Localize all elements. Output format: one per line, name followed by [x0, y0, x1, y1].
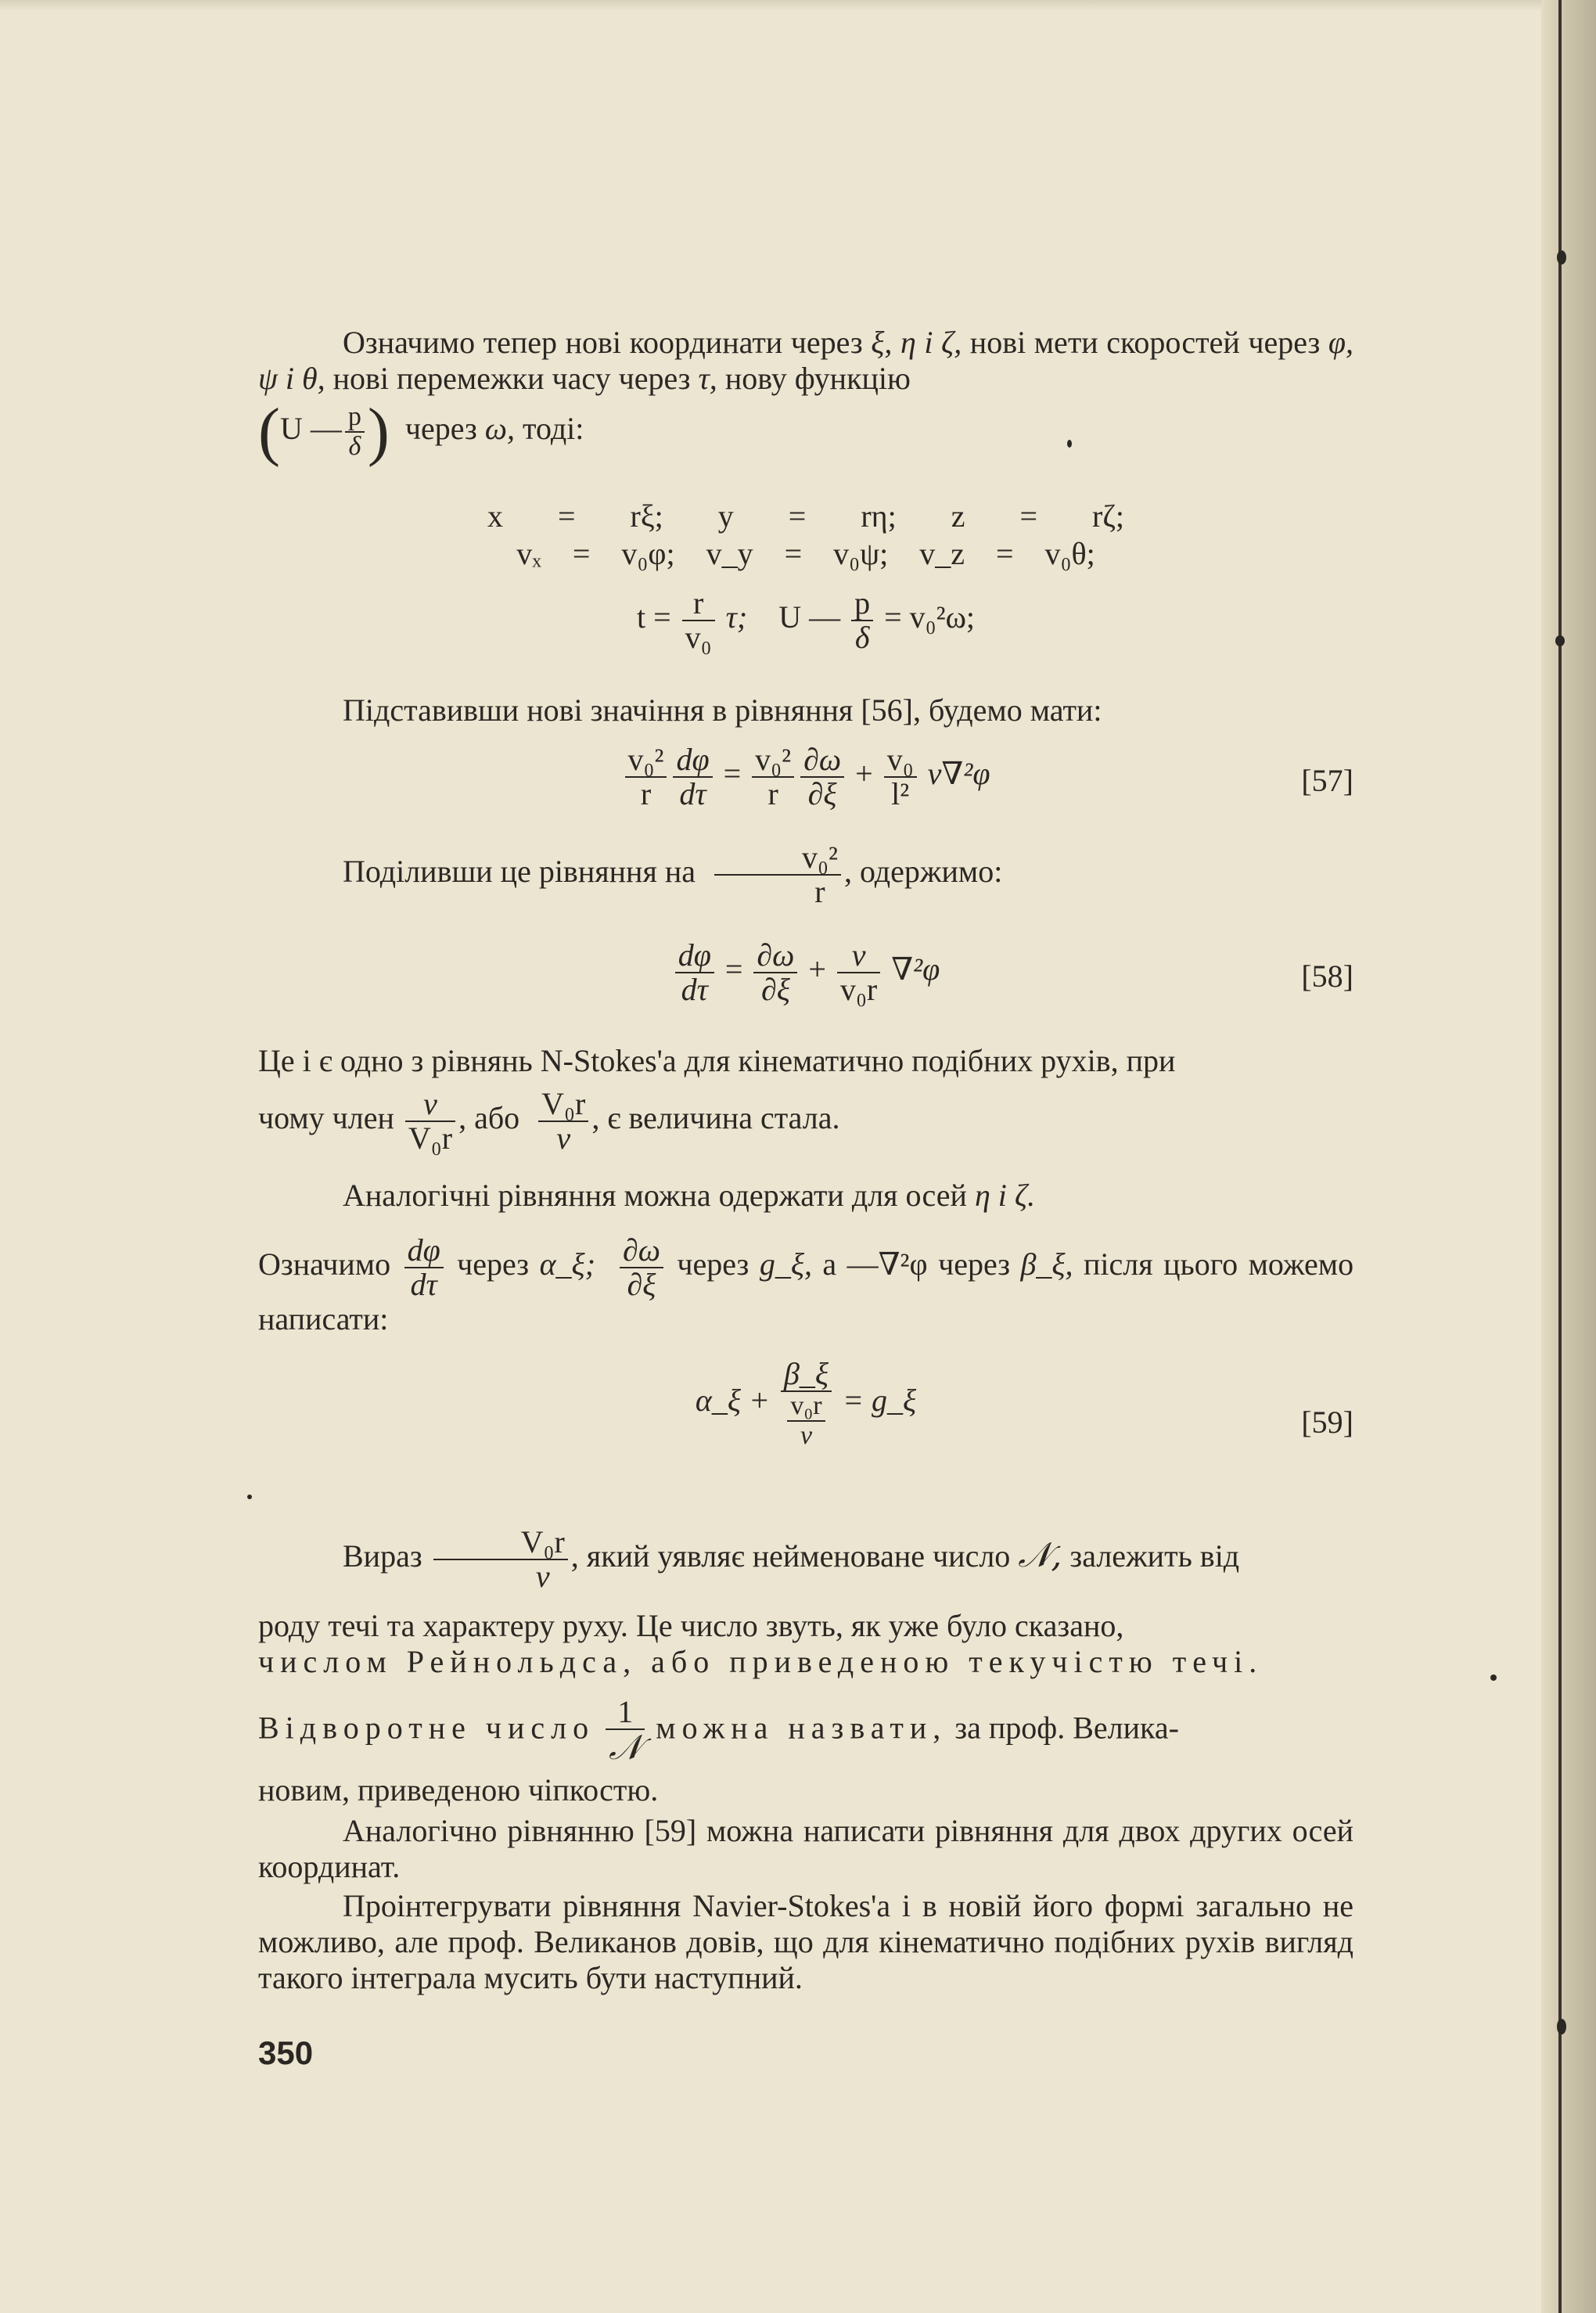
text: тоді: — [523, 411, 584, 447]
paragraph-coordinates — [258, 325, 1353, 397]
fraction-denominator: r — [814, 874, 825, 909]
paragraph-reynolds-line2 — [258, 1608, 1353, 1644]
fraction — [837, 939, 880, 1006]
fraction-denominator: ν — [535, 1559, 550, 1594]
g-symbol: g_ξ, — [759, 1246, 812, 1282]
fraction-denominator: dτ — [681, 972, 708, 1007]
equation-59 — [258, 1358, 1353, 1449]
equation-label-58: [58] — [1301, 959, 1353, 994]
text: τ; — [725, 599, 748, 635]
alpha-symbol: α_ξ; — [539, 1246, 596, 1282]
page-number: 350 — [258, 2034, 314, 2071]
equation-label-57: [57] — [1301, 763, 1353, 798]
fraction-numerator: ν — [405, 1088, 455, 1122]
text: = v₀²ω; — [884, 599, 976, 635]
equation-vy: v_y = v₀ψ; — [706, 536, 889, 571]
fraction-denominator: δ — [348, 432, 361, 461]
fraction — [682, 587, 715, 654]
fraction-denominator: r — [640, 776, 652, 811]
fraction-numerator: ν — [837, 939, 880, 973]
fraction-denominator: v₀ — [685, 620, 712, 655]
text: Означимо — [258, 1246, 391, 1282]
page-top-edge — [0, 0, 1596, 11]
text: можна назвати, — [656, 1710, 947, 1746]
fraction — [787, 1392, 825, 1449]
fraction-numerator: ∂ω — [800, 743, 844, 778]
fraction-denominator: dτ — [679, 776, 706, 811]
fraction-denominator: dτ — [410, 1267, 437, 1302]
text: за проф. Велика- — [954, 1710, 1179, 1746]
equation-58 — [258, 939, 1353, 1006]
equation-vx: vₓ = v₀φ; — [516, 536, 675, 571]
fraction-denominator: r — [767, 776, 778, 811]
fraction-denominator: δ — [854, 620, 870, 655]
fraction-numerator: ∂ω — [620, 1234, 663, 1268]
fraction-numerator: v₀ — [884, 743, 917, 778]
text: Означимо тепер нові координати через — [343, 325, 863, 360]
text: нову функцію — [724, 361, 911, 396]
text: через — [457, 1246, 530, 1282]
text: , одержимо: — [843, 854, 1003, 890]
beta-symbol: β_ξ, — [1020, 1246, 1073, 1282]
text: ν∇²φ — [927, 756, 990, 792]
paragraph-divide — [258, 841, 1353, 908]
text: , або — [458, 1100, 520, 1136]
fraction — [714, 841, 841, 908]
fraction-numerator: r — [682, 587, 715, 621]
fraction-numerator: β_ξ — [781, 1358, 832, 1392]
fraction — [673, 743, 712, 811]
equation-row-velocities — [258, 536, 1353, 572]
fraction-numerator: dφ — [404, 1234, 444, 1268]
paragraph-notation — [258, 1234, 1353, 1337]
time-symbol: τ, — [698, 361, 717, 396]
scan-speck — [1557, 250, 1566, 264]
fraction-denominator: ∂ξ — [760, 972, 790, 1007]
paragraph-reynolds-line3 — [258, 1644, 1353, 1680]
paragraph-analogous-axes — [258, 1178, 1353, 1214]
fraction — [606, 1696, 645, 1766]
paragraph-coordinates-line3: (U — $\frac{p}{\delta}$ ) через ω, тоді: — [258, 395, 584, 468]
fraction-numerator: v₀r — [787, 1392, 825, 1422]
text: роду течі та характеру руху. Це число звуть, як уже було сказано, — [258, 1608, 1124, 1643]
fraction-numerator: V₀r — [538, 1088, 588, 1122]
coords-symbols: ξ, η і ζ, — [871, 325, 962, 360]
equation-label-59: [59] — [1301, 1405, 1353, 1440]
fraction — [851, 587, 873, 654]
fraction-numerator: p — [851, 587, 873, 621]
scan-speck — [1490, 1674, 1497, 1681]
text: а —∇²φ через — [822, 1246, 1011, 1282]
fraction-denominator: ν — [556, 1121, 571, 1156]
text: = g_ξ — [843, 1382, 917, 1418]
text: нові перемежки часу через — [332, 361, 691, 396]
text: залежить від — [1069, 1538, 1240, 1574]
text: = — [724, 951, 743, 987]
fraction-numerator: dφ — [673, 743, 712, 778]
fraction-denominator: l² — [891, 776, 910, 811]
book-binding — [1541, 0, 1596, 2313]
fraction-denominator — [781, 1392, 832, 1449]
equation-vz: v_z = v₀θ; — [919, 536, 1095, 571]
fraction-numerator: v₀² — [714, 841, 841, 876]
fraction — [884, 743, 917, 811]
fraction-denominator: ν — [800, 1420, 813, 1450]
scan-speck — [1557, 2019, 1566, 2034]
fraction-numerator: p — [345, 403, 365, 433]
fraction — [345, 403, 365, 460]
text: Поділивши це рівняння на — [343, 854, 696, 890]
text: Аналогічно рівнянню [59] можна написати рівняння для двох других осей координат. — [258, 1813, 1353, 1884]
text: U — — [279, 411, 342, 447]
text: нові мети скоростей через — [969, 325, 1321, 360]
paragraph-nstokes-line2 — [258, 1088, 1353, 1155]
fraction-denominator: v₀r — [839, 972, 878, 1007]
text: , є величина стала. — [591, 1100, 840, 1136]
equation-row-positions — [258, 498, 1353, 534]
fraction-numerator: ∂ω — [753, 939, 797, 973]
fraction-numerator: 1 — [606, 1696, 645, 1730]
fraction — [433, 1526, 568, 1593]
equation-z: z = rζ; — [951, 498, 1125, 534]
text: чому член — [258, 1100, 394, 1136]
fraction-denominator: V₀r — [408, 1121, 453, 1156]
fraction — [753, 939, 797, 1006]
fraction-numerator: dφ — [675, 939, 714, 973]
binding-edge-line — [1558, 0, 1562, 2313]
fraction — [800, 743, 844, 811]
fraction-denominator: ∂ξ — [807, 776, 837, 811]
paragraph-integration — [258, 1888, 1353, 1996]
equation-x: x = rξ; — [487, 498, 663, 534]
fraction-numerator: v₀² — [752, 743, 794, 778]
paragraph-reynolds-line4 — [258, 1696, 1353, 1766]
paragraph-substitution — [258, 692, 1353, 728]
equation-57 — [258, 743, 1353, 811]
fraction-numerator: V₀r — [433, 1526, 568, 1560]
velocity-symbols: φ, ψ і θ, — [258, 325, 1353, 396]
text: Це і є одно з рівнянь N-Stokes'a для кінематично подібних рухів, при — [258, 1043, 1176, 1078]
fraction — [405, 1088, 455, 1155]
fraction — [675, 939, 714, 1006]
equation-row-time-function — [258, 587, 1353, 654]
text: α_ξ + — [695, 1382, 770, 1418]
text: новим, приведеною чіпкостю. — [258, 1772, 659, 1808]
text: , який уявляє нейменоване число — [570, 1538, 1011, 1574]
text: t = — [636, 599, 671, 635]
text: Вираз — [343, 1538, 422, 1574]
fraction — [538, 1088, 588, 1155]
omega-symbol: ω, — [484, 411, 516, 447]
scan-speck — [247, 1495, 252, 1499]
fraction-denominator: ∂ξ — [627, 1267, 656, 1302]
text: + — [808, 951, 826, 987]
paragraph-nstokes — [258, 1043, 1353, 1079]
paragraph-other-axes — [258, 1813, 1353, 1885]
fraction — [625, 743, 667, 811]
paragraph-reynolds — [258, 1526, 1353, 1593]
fraction — [404, 1234, 444, 1301]
text: через — [677, 1246, 749, 1282]
text: через — [404, 411, 477, 447]
text: Аналогічні рівняння можна одержати для осей — [343, 1178, 967, 1213]
fraction — [752, 743, 794, 811]
fraction-numerator: v₀² — [625, 743, 667, 778]
scan-speck — [1555, 635, 1565, 646]
axes-symbols: η і ζ. — [974, 1178, 1036, 1213]
fraction-denominator: 𝒩 — [609, 1728, 642, 1768]
text: Відворотне число — [258, 1710, 595, 1746]
text: Підставивши нові значіння в рівняння [56], будемо мати: — [343, 692, 1102, 728]
text: після цього можемо написати: — [258, 1246, 1354, 1336]
text: = — [723, 756, 742, 792]
text: ∇²φ — [891, 951, 940, 987]
fraction — [620, 1234, 663, 1301]
paragraph-reynolds-line5 — [258, 1772, 1353, 1808]
reynolds-symbol: 𝒩, — [1018, 1535, 1062, 1576]
text: числом Рейнольдса, або приведеною текучістю течі. — [258, 1644, 1264, 1679]
text: + — [855, 756, 873, 792]
text: Проінтегрувати рівняння Navier-Stokes'a і в новій його формі загально не можливо, але проф. Великанов довів, що для кінематично подібних рухів вигляд такого інтеграла мусить бути наступний. — [258, 1888, 1353, 1995]
equation-y: y = rη; — [717, 498, 897, 534]
fraction — [781, 1358, 832, 1449]
text: U — — [778, 599, 841, 635]
